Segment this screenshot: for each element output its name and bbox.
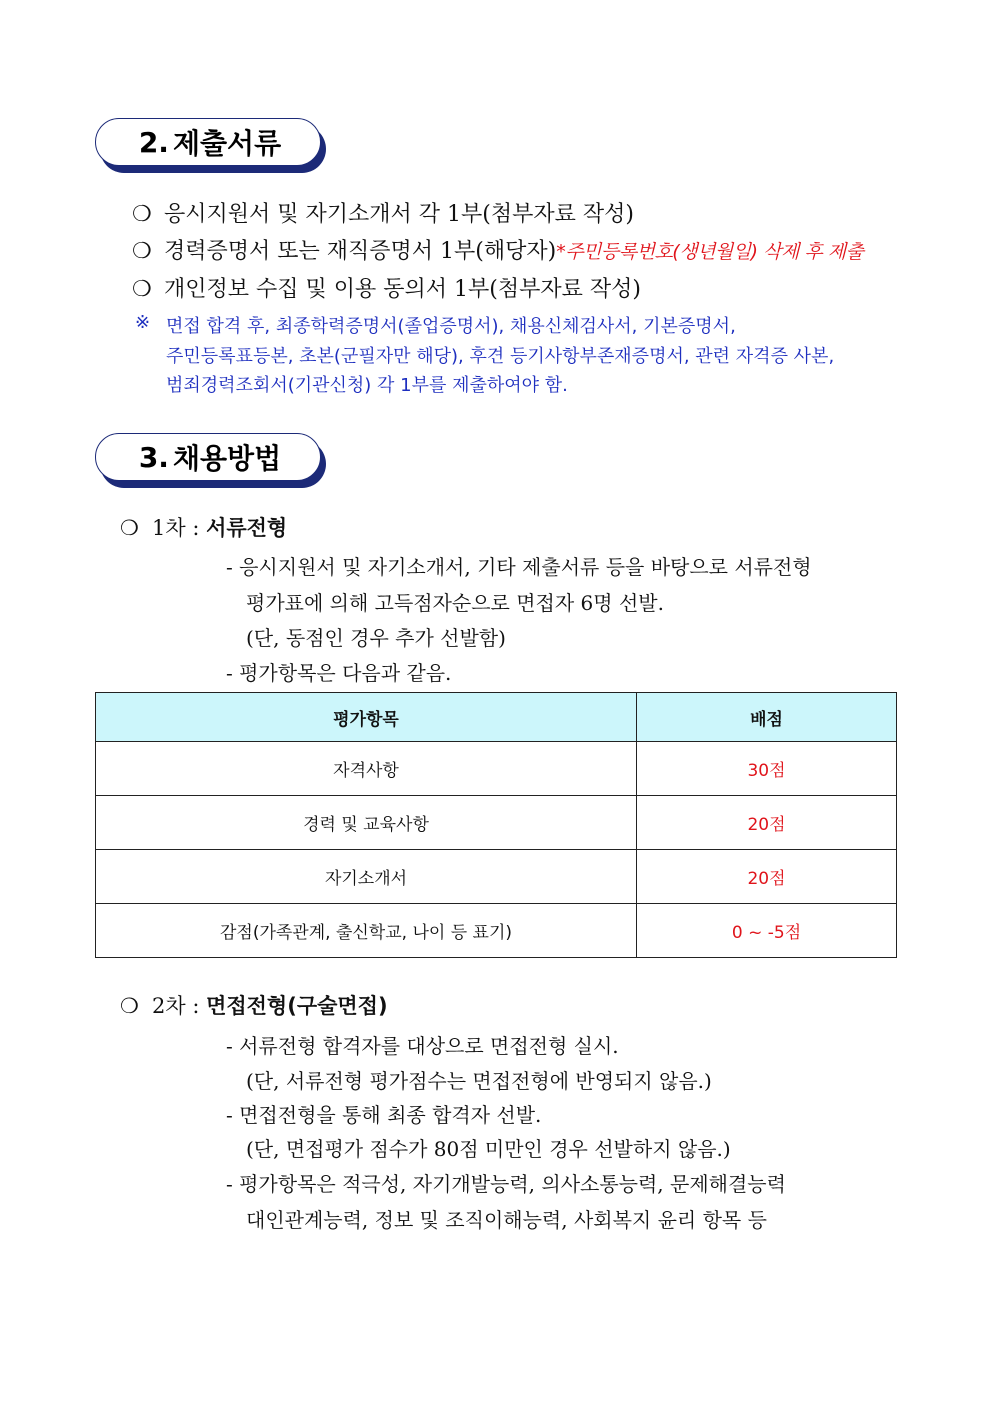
stage-2-heading — [120, 990, 388, 1020]
table-cell-score: 20점 — [637, 850, 897, 904]
resident-number-note: *주민등록번호(생년월일) 삭제 후 제출 — [556, 241, 864, 263]
table-row — [96, 904, 897, 958]
circle-bullet-icon: ❍ — [132, 277, 152, 302]
table-header-row — [96, 693, 897, 742]
evaluation-table — [95, 692, 897, 958]
table-header-score: 배점 — [637, 693, 897, 742]
table-cell-score: 30점 — [637, 742, 897, 796]
stage-1-name: 서류전형 — [206, 516, 288, 540]
table-cell-item: 경력 및 교육사항 — [96, 796, 637, 850]
section-3-heading — [95, 433, 327, 489]
table-header-item: 평가항목 — [96, 693, 637, 742]
stage-2-line-6: 대인관계능력, 정보 및 조직이해능력, 사회복지 윤리 항목 등 — [246, 1208, 767, 1232]
table-row — [96, 742, 897, 796]
stage-2-line-5: - 평가항목은 적극성, 자기개발능력, 의사소통능력, 문제해결능력 — [226, 1172, 786, 1196]
section-2-title: 제출서류 — [172, 127, 282, 160]
table-row — [96, 850, 897, 904]
stage-1-line-1: - 응시지원서 및 자기소개서, 기타 제출서류 등을 바탕으로 서류전형 — [226, 555, 812, 579]
circle-bullet-icon: ❍ — [120, 516, 139, 540]
stage-2-label: 2차 : — [152, 994, 207, 1018]
remark-line-1: 면접 합격 후, 최종학력증명서(졸업증명서), 채용신체검사서, 기본증명서, — [166, 316, 736, 337]
stage-1-heading — [120, 512, 287, 542]
stage-2-line-4: (단, 면접평가 점수가 80점 미만인 경우 선발하지 않음.) — [246, 1137, 731, 1161]
stage-2-line-2: (단, 서류전형 평가점수는 면접전형에 반영되지 않음.) — [246, 1069, 712, 1093]
section-2-number: 2. — [138, 125, 169, 159]
circle-bullet-icon: ❍ — [132, 202, 152, 227]
table-cell-score: 0 ~ -5점 — [637, 904, 897, 958]
section-3-title: 채용방법 — [172, 442, 282, 475]
stage-2-name: 면접전형(구술면접) — [206, 994, 388, 1018]
doc-item-1: ❍ 응시지원서 및 자기소개서 각 1부(첨부자료 작성) — [132, 202, 634, 227]
table-cell-item: 자기소개서 — [96, 850, 637, 904]
doc-item-3: ❍ 개인정보 수집 및 이용 동의서 1부(첨부자료 작성) — [132, 277, 641, 302]
remark-symbol: ※ — [135, 312, 151, 333]
remark-line-3: 범죄경력조회서(기관신청) 각 1부를 제출하여야 함. — [166, 375, 568, 396]
table-cell-item: 감점(가족관계, 출신학교, 나이 등 표기) — [96, 904, 637, 958]
stage-2-line-1: - 서류전형 합격자를 대상으로 면접전형 실시. — [226, 1034, 619, 1058]
section-3-number: 3. — [138, 440, 169, 474]
stage-1-line-3: (단, 동점인 경우 추가 선발함) — [246, 626, 506, 650]
stage-2-line-3: - 면접전형을 통해 최종 합격자 선발. — [226, 1103, 542, 1127]
stage-1-label: 1차 : — [152, 516, 207, 540]
stage-1-line-2: 평가표에 의해 고득점자순으로 면접자 6명 선발. — [246, 591, 664, 615]
stage-1-line-4: - 평가항목은 다음과 같음. — [226, 661, 452, 685]
table-cell-score: 20점 — [637, 796, 897, 850]
doc-item-2: ❍ 경력증명서 또는 재직증명서 1부(해당자)*주민등록번호(생년월일) 삭제 후 제출 — [132, 239, 864, 264]
circle-bullet-icon: ❍ — [120, 994, 139, 1018]
circle-bullet-icon: ❍ — [132, 239, 152, 264]
remark-line-2: 주민등록표등본, 초본(군필자만 해당), 후견 등기사항부존재증명서, 관련 자격증 사본, — [166, 346, 835, 367]
table-cell-item: 자격사항 — [96, 742, 637, 796]
table-row — [96, 796, 897, 850]
section-2-heading — [95, 118, 327, 174]
